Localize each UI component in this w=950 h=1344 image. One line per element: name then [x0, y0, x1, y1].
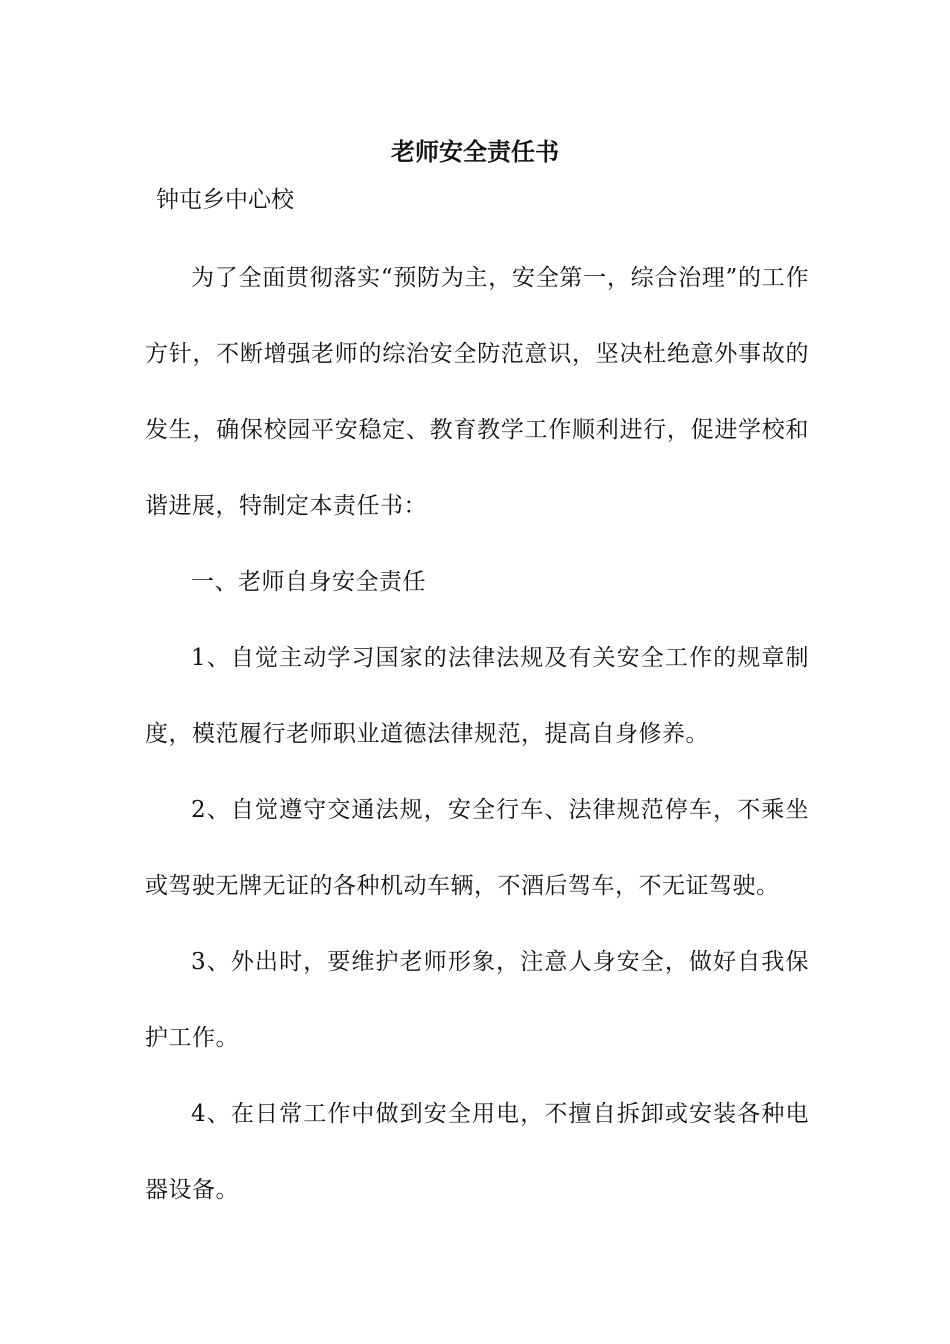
- school-name: 钟屯乡中心校: [156, 187, 294, 213]
- document-body: [145, 240, 809, 1228]
- clause-4: 4、在日常工作中做到安全用电，不擅自拆卸或安装各种电器设备。: [145, 1101, 809, 1203]
- intro-paragraph: 为了全面贯彻落实“预防为主，安全第一，综合治理”的工作方针，不断增强老师的综治安全防范意识，坚决杜绝意外事故的发生，确保校园平安稳定、教育教学工作顺利进行，促进学校和谐进展，特制定本责任书：: [145, 265, 809, 519]
- section-heading: 一、老师自身安全责任: [191, 569, 426, 595]
- clause-2: 2、自觉遵守交通法规，安全行车、法律规范停车，不乘坐或驾驶无牌无证的各种机动车辆，不酒后驾车，不无证驾驶。: [145, 797, 809, 899]
- clause-1: 1、自觉主动学习国家的法律法规及有关安全工作的规章制度，模范履行老师职业道德法律规范，提高自身修养。: [145, 645, 809, 747]
- clause-3: 3、外出时，要维护老师形象，注意人身安全，做好自我保护工作。: [145, 949, 809, 1051]
- document-title: 老师安全责任书: [391, 137, 559, 166]
